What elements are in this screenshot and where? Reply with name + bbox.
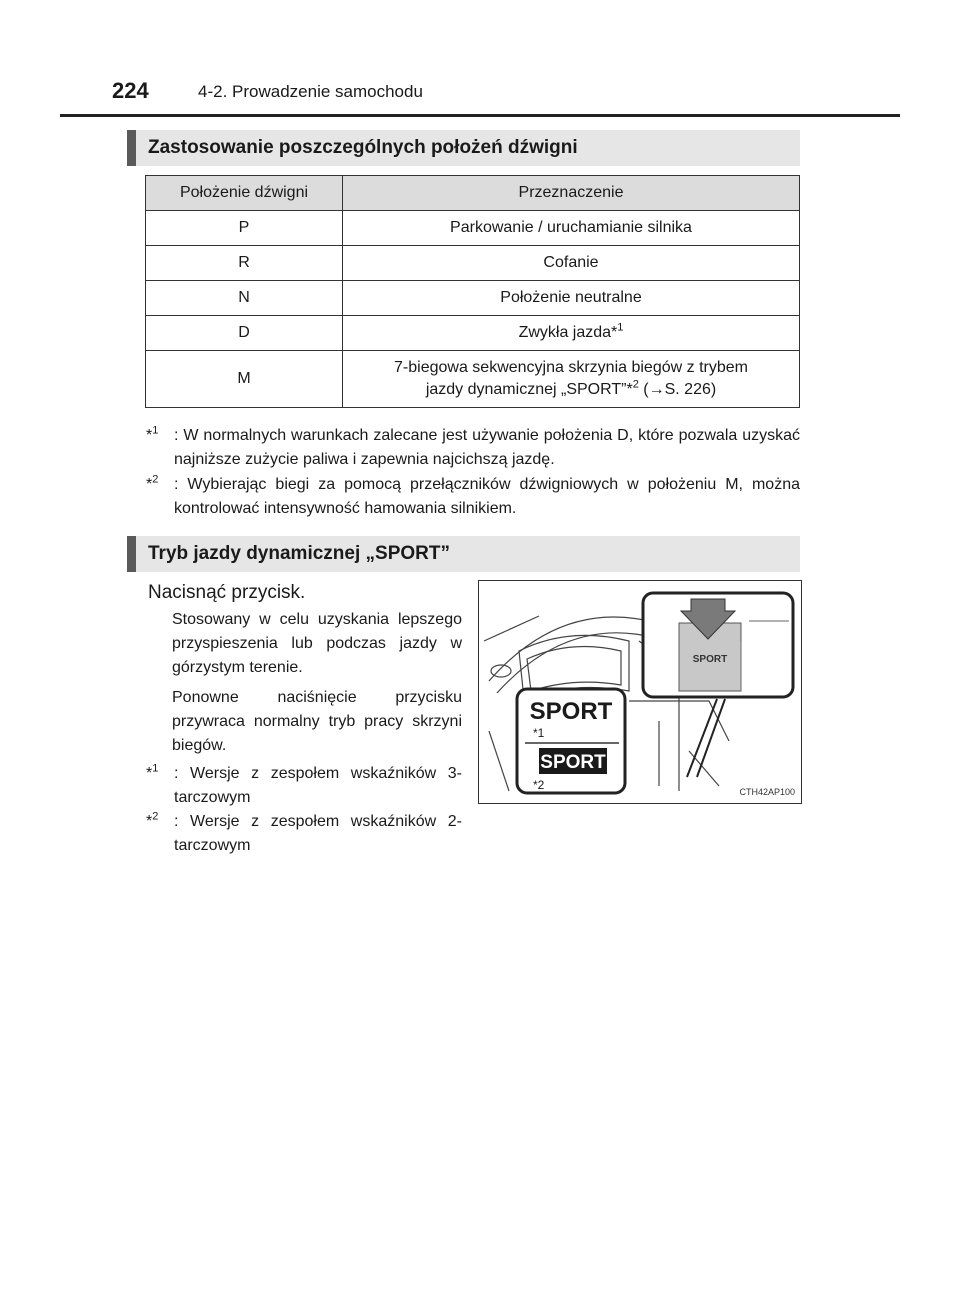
purpose-text: Zwykła jazda* [518,324,618,341]
position-cell: P [146,211,343,246]
purpose-cell: Cofanie [343,246,800,281]
gear-position-table [145,175,800,408]
column-header-position: Położenie dźwigni [146,176,343,211]
sport-button-illustration [478,580,802,804]
footnote-ref: 1 [617,321,624,334]
position-cell: D [146,316,343,351]
section-heading-gear-positions: Zastosowanie poszczególnych położeń dźwigni [127,130,800,166]
footnote-text: : Wersje z zespołem wskaźników 3-tarczowym [174,765,462,806]
footnote-mark: *$^1$ [146,424,159,444]
table-header-row [146,176,800,211]
footnote-mark: *$^2$ [146,810,159,830]
purpose-cell [343,316,800,351]
column-header-purpose: Przeznaczenie [343,176,800,211]
position-cell: R [146,246,343,281]
sport-indicator-large: SPORT [529,698,613,725]
table-row [146,281,800,316]
dashboard-drawing [479,581,801,803]
footnote-mark: *$^2$ [146,473,159,493]
position-cell: M [146,351,343,408]
paragraph-reset: Ponowne naciśnięcie przycisku przywraca normalny tryb pracy skrzyni biegów. [172,689,462,754]
table-row [146,351,800,408]
purpose-text-line1: 7-biegowa sekwencyjna skrzynia biegów z trybem [394,359,748,376]
table-row [146,211,800,246]
table-row [146,246,800,281]
callout-2: *2 [533,778,545,792]
footnote-ref: 2 [632,378,639,391]
purpose-cell [343,351,800,408]
paragraph-usage: Stosowany w celu uzyskania lepszego przyspieszenia lub podczas jazdy w górzystym terenie. [172,611,462,676]
page-number: 224 [112,78,149,103]
instruction-text: Nacisnąć przycisk. [148,582,306,603]
footnote-4 [146,810,462,858]
purpose-cell: Parkowanie / uruchamianie silnika [343,211,800,246]
position-cell: N [146,281,343,316]
callout-1: *1 [533,726,545,740]
footnote-3 [146,762,462,810]
footnote-1 [146,424,800,472]
table-row [146,316,800,351]
footnote-2 [146,473,800,521]
purpose-text-line2: jazdy dynamicznej „SPORT”* [425,381,633,398]
sport-indicator-inverted: SPORT [540,752,606,773]
chapter-title: 4-2. Prowadzenie samochodu [198,82,423,101]
figure-code: CTH42AP100 [739,787,795,797]
purpose-cell: Położenie neutralne [343,281,800,316]
header-rule [60,114,900,117]
footnote-text: : Wybierając biegi za pomocą przełączników dźwigniowych w położeniu M, można kontrolować intensywność hamowania silnikiem. [174,476,800,517]
footnote-mark: *$^1$ [146,762,159,782]
footnote-text: : Wersje z zespołem wskaźników 2-tarczowym [174,813,462,854]
page-reference: (→S. 226) [638,381,717,398]
footnote-text: : W normalnych warunkach zalecane jest używanie położenia D, które pozwala uzyskać najniższe zużycie paliwa i zapewnia najcichszą jazdę. [174,427,800,468]
section-heading-sport-mode: Tryb jazdy dynamicznej „SPORT” [127,536,800,572]
sport-button-label: SPORT [692,654,728,665]
